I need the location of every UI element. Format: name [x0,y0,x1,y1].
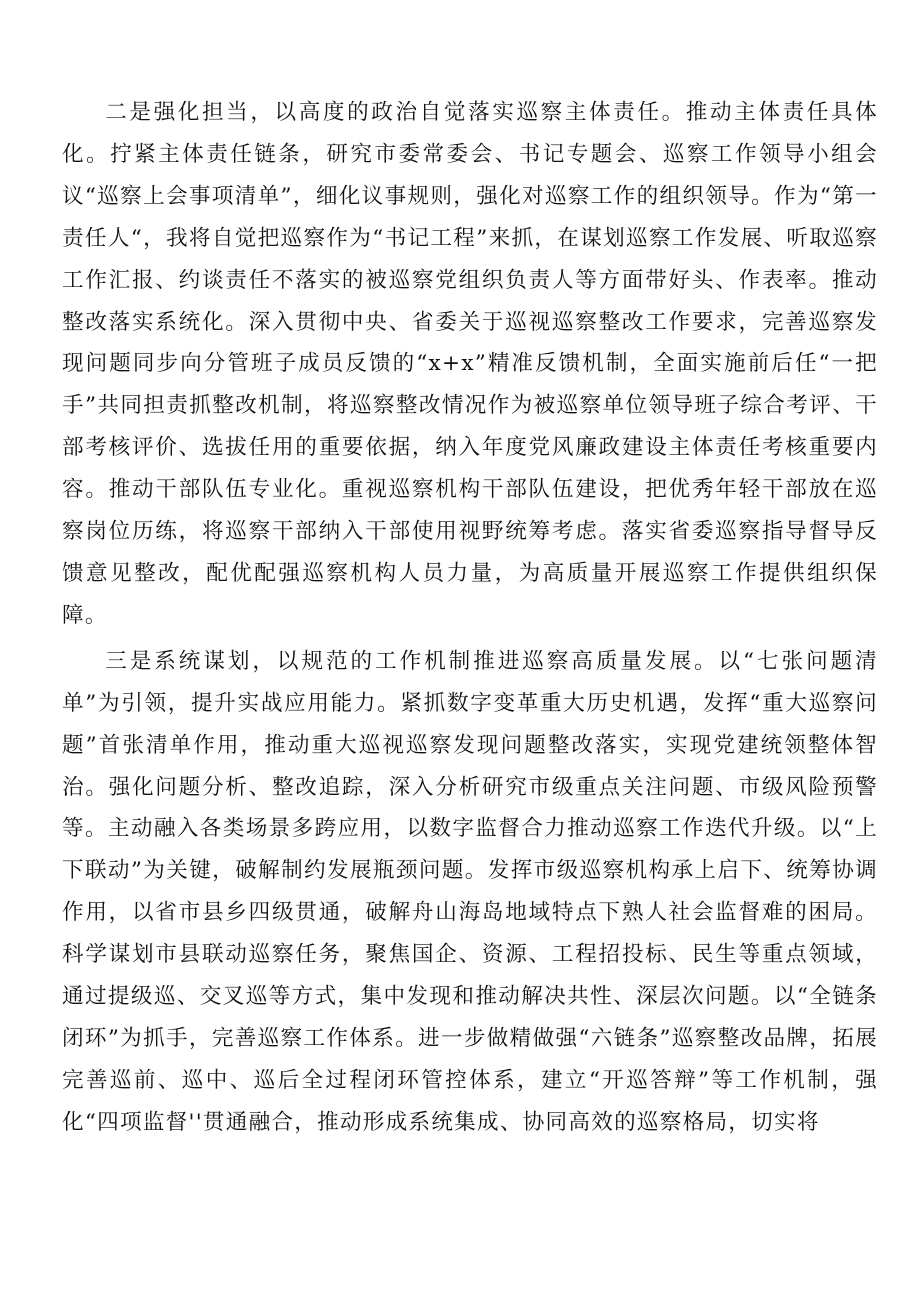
paragraph-strengthen-responsibility: 二是强化担当，以高度的政治自觉落实巡察主体责任。推动主体责任具体化。拧紧主体责任链条，研究市委常委会、书记专题会、巡察工作领导小组会议“巡察上会事项清单”，细化议事规则，强化对巡察工作的组织领导。作为“第一责任人“，我将自觉把巡察作为“书记工程”来抓，在谋划巡察工作发展、听取巡察工作汇报、约谈责任不落实的被巡察党组织负责人等方面带好头、作表率。推动整改落实系统化。深入贯彻中央、省委关于巡视巡察整改工作要求，完善巡察发现问题同步向分管班子成员反馈的“x+x”精准反馈机制，全面实施前后任“一把手”共同担责抓整改机制，将巡察整改情况作为被巡察单位领导班子综合考评、干部考核评价、选拔任用的重要依据，纳入年度党风廉政建设主体责任考核重要内容。推动干部队伍专业化。重视巡察机构干部队伍建设，把优秀年轻干部放在巡察岗位历练，将巡察干部纳入干部使用视野统筹考虑。落实省委巡察指导督导反馈意见整改，配优配强巡察机构人员力量，为高质量开展巡察工作提供组织保障。 [62,100,878,628]
paragraph-systematic-planning: 三是系统谋划，以规范的工作机制推进巡察高质量发展。以“七张问题清单”为引领，提升实战应用能力。紧抓数字变革重大历史机遇，发挥“重大巡察问题”首张清单作用，推动重大巡视巡察发现问题整改落实，实现党建统领整体智治。强化问题分析、整改追踪，深入分析研究市级重点关注问题、市级风险预警等。主动融入各类场景多跨应用，以数字监督合力推动巡察工作迭代升级。以“上下联动”为关键，破解制约发展瓶颈问题。发挥市级巡察机构承上启下、统筹协调作用，以省市县乡四级贯通，破解舟山海岛地域特点下熟人社会监督难的困局。科学谋划市县联动巡察任务，聚焦国企、资源、工程招投标、民生等重点领域，通过提级巡、交叉巡等方式，集中发现和推动解决共性、深层次问题。以“全链条闭环”为抓手，完善巡察工作体系。进一步做精做强“六链条”巡察整改品牌，拓展完善巡前、巡中、巡后全过程闭环管控体系，建立“开巡答辩”等工作机制，强化“四项监督''贯通融合，推动形成系统集成、协同高效的巡察格局，切实将 [62,648,878,1135]
document-page [62,92,878,1148]
